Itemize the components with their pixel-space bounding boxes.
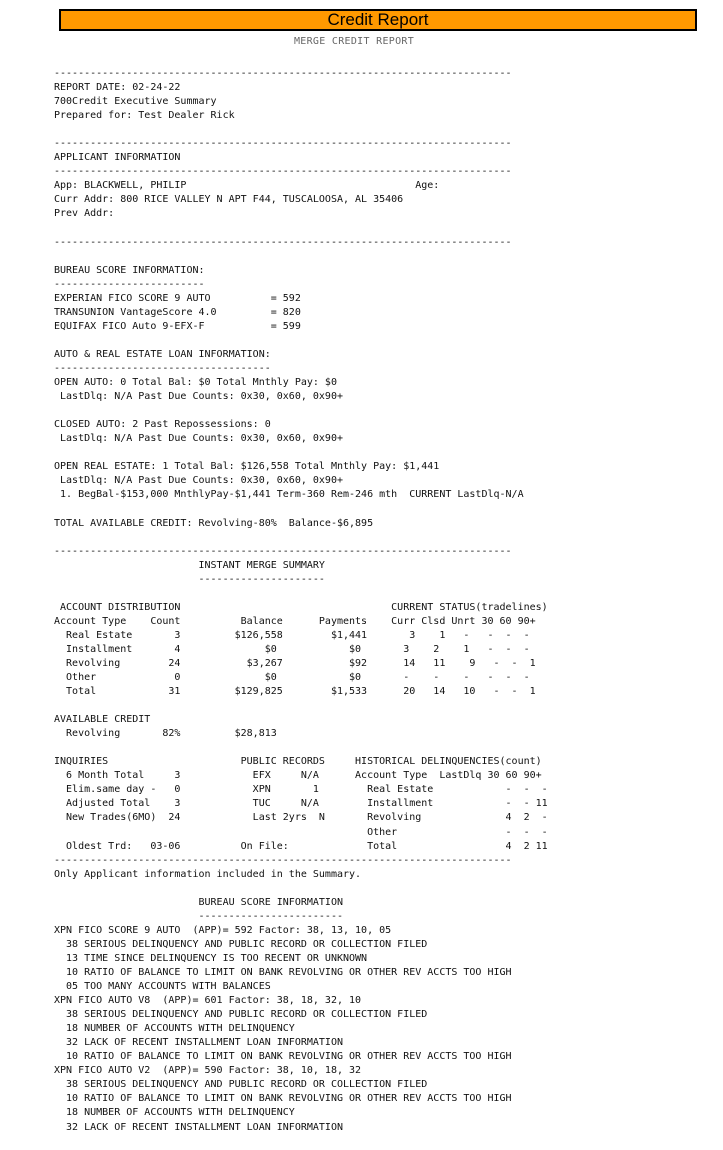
report-line — [54, 250, 548, 264]
report-line: Prev Addr: — [54, 208, 115, 220]
report-line: Curr Addr: 800 RICE VALLEY N APT F44, TUSCALOOSA, AL 35406 — [54, 194, 404, 206]
report-line: Oldest Trd: 03-06 On File: Total 4 2 11 — [54, 840, 548, 852]
report-line: Elim.same day - 0 XPN 1 Real Estate - - - — [54, 784, 548, 796]
report-line: BUREAU SCORE INFORMATION — [54, 896, 343, 908]
report-line: INSTANT MERGE SUMMARY — [54, 559, 325, 571]
report-line: AUTO & REAL ESTATE LOAN INFORMATION: — [54, 348, 271, 360]
report-line: 32 LACK OF RECENT INSTALLMENT LOAN INFORMATION — [54, 1037, 343, 1049]
report-line: App: BLACKWELL, PHILIP Age: — [54, 180, 440, 192]
report-line: ------------------------ — [54, 910, 343, 922]
report-line: XPN FICO AUTO V8 (APP)= 601 Factor: 38, 18, 32, 10 — [54, 995, 362, 1007]
report-line: ------------------------------------ — [54, 362, 271, 374]
report-line: Account Type Count Balance Payments Curr Clsd Unrt 30 60 90+ — [54, 615, 536, 627]
report-line: ---------------------------------------------------------------------------- — [54, 166, 512, 178]
report-line — [54, 587, 548, 601]
report-line: APPLICANT INFORMATION — [54, 152, 181, 164]
report-line — [54, 404, 548, 418]
report-line: 1. BegBal-$153,000 MnthlyPay-$1,441 Term-360 Rem-246 mth CURRENT LastDlq-N/A — [54, 489, 524, 501]
report-line: 13 TIME SINCE DELINQUENCY IS TOO RECENT OR UNKNOWN — [54, 952, 368, 964]
report-line: ---------------------------------------------------------------------------- — [54, 545, 512, 557]
report-line: ---------------------------------------------------------------------------- — [54, 138, 512, 150]
report-line — [54, 123, 548, 137]
report-line: XPN FICO AUTO V2 (APP)= 590 Factor: 38, 10, 18, 32 — [54, 1065, 362, 1077]
report-line: 32 LACK OF RECENT INSTALLMENT LOAN INFORMATION — [54, 1121, 343, 1133]
report-subtitle: MERGE CREDIT REPORT — [293, 36, 415, 47]
report-line: CLOSED AUTO: 2 Past Repossessions: 0 — [54, 419, 271, 431]
report-line: --------------------- — [54, 573, 325, 585]
report-line: 38 SERIOUS DELINQUENCY AND PUBLIC RECORD OR COLLECTION FILED — [54, 1079, 428, 1091]
report-line: Only Applicant information included in the Summary. — [54, 868, 362, 880]
report-line: 700Credit Executive Summary — [54, 96, 217, 108]
report-line: ---------------------------------------------------------------------------- — [54, 236, 512, 248]
report-line: ACCOUNT DISTRIBUTION CURRENT STATUS(tradelines) — [54, 601, 548, 613]
report-line — [54, 882, 548, 896]
report-line: Prepared for: Test Dealer Rick — [54, 110, 235, 122]
report-line: Other - - - — [54, 826, 548, 838]
report-line — [54, 334, 548, 348]
report-line: 18 NUMBER OF ACCOUNTS WITH DELINQUENCY — [54, 1107, 295, 1119]
report-line — [54, 699, 548, 713]
report-title-banner: Credit Report — [59, 9, 697, 31]
report-line: LastDlq: N/A Past Due Counts: 0x30, 0x60, 0x90+ — [54, 475, 343, 487]
report-line: EQUIFAX FICO Auto 9-EFX-F = 599 — [54, 320, 301, 332]
report-line — [54, 446, 548, 460]
report-line: 38 SERIOUS DELINQUENCY AND PUBLIC RECORD OR COLLECTION FILED — [54, 938, 428, 950]
report-line: ---------------------------------------------------------------------------- — [54, 854, 512, 866]
report-line: New Trades(6MO) 24 Last 2yrs N Revolving 4 2 - — [54, 812, 548, 824]
report-line: Real Estate 3 $126,558 $1,441 3 1 - - - - — [54, 629, 530, 641]
report-body — [54, 67, 548, 1135]
report-line: XPN FICO SCORE 9 AUTO (APP)= 592 Factor: 38, 13, 10, 05 — [54, 924, 392, 936]
report-line: Installment 4 $0 $0 3 2 1 - - - — [54, 643, 530, 655]
report-line: 18 NUMBER OF ACCOUNTS WITH DELINQUENCY — [54, 1023, 295, 1035]
report-line: 05 TOO MANY ACCOUNTS WITH BALANCES — [54, 981, 271, 993]
report-line: Revolving 24 $3,267 $92 14 11 9 - - 1 — [54, 657, 536, 669]
report-line: 10 RATIO OF BALANCE TO LIMIT ON BANK REVOLVING OR OTHER REV ACCTS TOO HIGH — [54, 1093, 512, 1105]
report-line: EXPERIAN FICO SCORE 9 AUTO = 592 — [54, 292, 301, 304]
report-line: INQUIRIES PUBLIC RECORDS HISTORICAL DELINQUENCIES(count) — [54, 756, 542, 768]
report-line: 10 RATIO OF BALANCE TO LIMIT ON BANK REVOLVING OR OTHER REV ACCTS TOO HIGH — [54, 967, 512, 978]
report-line: BUREAU SCORE INFORMATION: — [54, 264, 205, 276]
report-line: TRANSUNION VantageScore 4.0 = 820 — [54, 306, 301, 318]
report-line: TOTAL AVAILABLE CREDIT: Revolving-80% Balance-$6,895 — [54, 517, 374, 529]
report-line: Revolving 82% $28,813 — [54, 728, 277, 740]
report-line: OPEN AUTO: 0 Total Bal: $0 Total Mnthly Pay: $0 — [54, 377, 337, 389]
report-line: Total 31 $129,825 $1,533 20 14 10 - - 1 — [54, 686, 536, 698]
report-line: Adjusted Total 3 TUC N/A Installment - - 11 — [54, 798, 548, 810]
report-line: 6 Month Total 3 EFX N/A Account Type LastDlq 30 60 90+ — [54, 770, 542, 782]
report-line: OPEN REAL ESTATE: 1 Total Bal: $126,558 Total Mnthly Pay: $1,441 — [54, 461, 440, 473]
report-line: 10 RATIO OF BALANCE TO LIMIT ON BANK REVOLVING OR OTHER REV ACCTS TOO HIGH — [54, 1051, 512, 1063]
report-line: ------------------------- — [54, 278, 205, 290]
report-line — [54, 531, 548, 545]
report-line: 38 SERIOUS DELINQUENCY AND PUBLIC RECORD OR COLLECTION FILED — [54, 1009, 428, 1021]
report-line — [54, 222, 548, 236]
report-line: Other 0 $0 $0 - - - - - - — [54, 672, 530, 684]
report-line: LastDlq: N/A Past Due Counts: 0x30, 0x60, 0x90+ — [54, 391, 343, 403]
report-line: AVAILABLE CREDIT — [54, 714, 151, 726]
report-line: LastDlq: N/A Past Due Counts: 0x30, 0x60, 0x90+ — [54, 433, 343, 445]
report-line — [54, 502, 548, 516]
report-line: ---------------------------------------------------------------------------- — [54, 68, 512, 79]
report-line: REPORT DATE: 02-24-22 — [54, 82, 181, 94]
report-line — [54, 741, 548, 755]
